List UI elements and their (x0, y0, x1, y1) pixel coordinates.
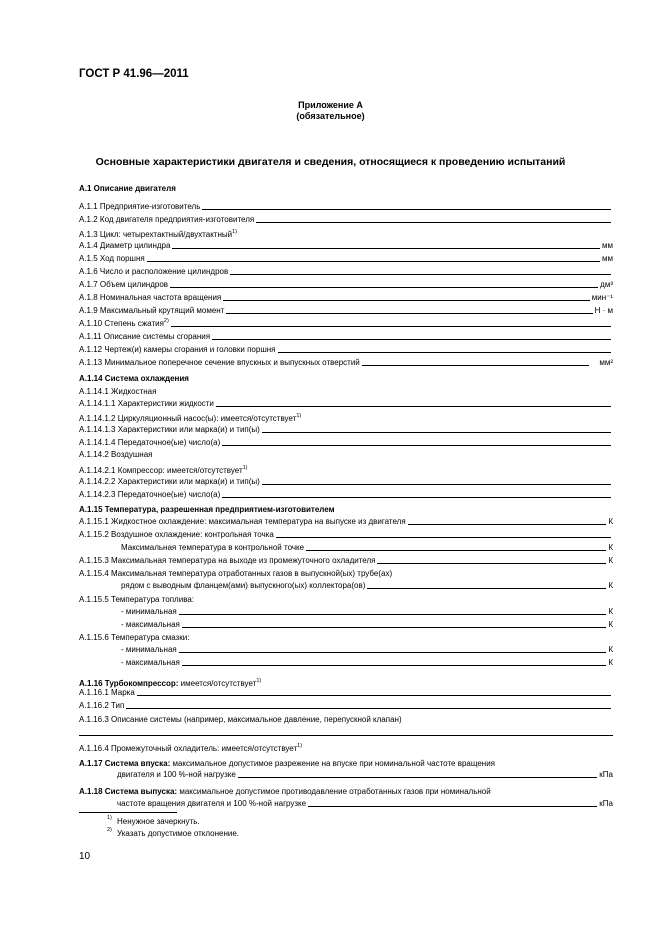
footnote-text: Указать допустимое отклонение. (117, 829, 240, 838)
fill-line[interactable] (222, 497, 611, 498)
unit-label: К (608, 556, 613, 565)
footnote-mark: 1) (107, 815, 112, 821)
fill-line[interactable] (79, 735, 613, 736)
fill-line[interactable] (137, 695, 611, 696)
unit-label: К (608, 581, 613, 590)
row-label: А.1.16.2 Тип (79, 701, 125, 710)
unit-label: кПа (599, 799, 613, 808)
appendix-status: (обязательное) (296, 111, 365, 121)
row-label: А.1.13 Минимальное поперечное сечение впускных и выпускных отверстий (79, 358, 360, 367)
form-row (117, 798, 613, 809)
fill-line[interactable] (238, 777, 597, 778)
row-label: А.1.14.2.3 Передаточное(ые) число(а) (79, 490, 221, 499)
row-label: А.1.5 Ход поршня (79, 254, 145, 263)
fill-line[interactable] (408, 524, 607, 525)
footnote-text: Ненужное зачеркнуть. (117, 817, 200, 826)
form-row (79, 344, 613, 355)
row-label: двигателя и 100 %-ной нагрузке (117, 770, 236, 779)
footnote-ref: 2) (163, 318, 169, 324)
form-row (79, 700, 613, 711)
form-row (79, 687, 613, 698)
form-row (79, 476, 613, 487)
row-label: - максимальная (121, 658, 180, 667)
footnote-ref: 1) (297, 743, 303, 749)
fill-line[interactable] (308, 806, 597, 807)
row-label: - минимальная (121, 645, 177, 654)
fill-line[interactable] (172, 248, 600, 249)
page-number: 10 (79, 851, 91, 862)
form-row (121, 580, 613, 591)
row-label: А.1.14.1.3 Характеристики или марка(и) и тип(ы) (79, 425, 260, 434)
fill-line[interactable] (226, 313, 592, 314)
fill-line[interactable] (222, 445, 611, 446)
row-label: частоте вращения двигателя и 100 %-ной нагрузке (117, 799, 307, 808)
row-label: А.1.16.3 Описание системы (например, максимальное давление, перепускной клапан) (79, 715, 402, 724)
fill-line[interactable] (276, 537, 611, 538)
unit-label: мм² (599, 358, 613, 367)
fill-line[interactable] (147, 261, 600, 262)
row-label: А.1.10 Степень сжатия$^{2)}$ (79, 318, 169, 328)
fill-line[interactable] (179, 614, 607, 615)
footnote-mark: 2) (107, 827, 112, 833)
row-label: А.1.2 Код двигателя предприятия-изготовителя (79, 215, 255, 224)
row-label: А.1.12 Чертеж(и) камеры сгорания и головки поршня (79, 345, 276, 354)
fill-line[interactable] (223, 300, 589, 301)
row-label: А.1.15.2 Воздушное охлаждение: контрольная точка (79, 530, 274, 539)
fill-line[interactable] (182, 627, 606, 628)
fill-line[interactable] (212, 339, 611, 340)
row-label: А.1.15.6 Температура смазки: (79, 633, 190, 642)
row-label: - минимальная (121, 607, 177, 616)
unit-label: кПа (599, 770, 613, 779)
row-label: А.1.15.3 Максимальная температура на выходе из промежуточного охладителя (79, 556, 376, 565)
unit-label: К (608, 620, 613, 629)
row-label: А.1.14.1.2 Циркуляционный насос(ы): имеется/отсутствует$^{1)}$ (79, 413, 302, 423)
form-row (79, 529, 613, 540)
unit-label: мм (602, 241, 613, 250)
fill-line[interactable] (262, 432, 611, 433)
fill-line[interactable] (216, 406, 611, 407)
fill-line[interactable] (362, 365, 590, 366)
fill-line[interactable] (170, 287, 598, 288)
row-label: А.1.14.1.4 Передаточное(ые) число(а) (79, 438, 221, 447)
footnote-ref: 1) (232, 229, 237, 235)
form-row (79, 318, 613, 329)
row-label: А.1.8 Номинальная частота вращения (79, 293, 222, 302)
form-row (79, 516, 613, 527)
row-label: А.1.14.2.2 Характеристики или марка(и) и тип(ы) (79, 477, 260, 486)
row-label: А.1.15.4 Максимальная температура отработанных газов в выпускной(ых) трубе(ах) (79, 569, 393, 578)
form-row (79, 214, 613, 225)
unit-label: К (608, 658, 613, 667)
form-row (79, 266, 613, 277)
form-row (79, 489, 613, 500)
footnote-ref: 1) (296, 413, 302, 419)
row-label: А.1.7 Объем цилиндров (79, 280, 169, 289)
row-label: А.1.14.1.1 Характеристики жидкости (79, 399, 214, 408)
row-label: А.1.9 Максимальный крутящий момент (79, 306, 225, 315)
unit-label: дм³ (600, 280, 613, 289)
form-row (121, 657, 613, 668)
form-row (79, 305, 613, 316)
appendix-title: Приложение А (298, 100, 363, 110)
form-row (79, 253, 613, 264)
unit-label: К (608, 543, 613, 552)
form-row (121, 644, 613, 655)
section-heading-a1: А.1 Описание двигателя (79, 184, 176, 193)
section-heading-a1114: А.1.14 Система охлаждения (79, 374, 189, 383)
form-row (79, 424, 613, 435)
form-row (79, 292, 613, 303)
fill-line[interactable] (126, 708, 611, 709)
form-row (121, 619, 613, 630)
form-row (79, 279, 613, 290)
row-label: А.1.16.4 Промежуточный охладитель: имеется/отсутствует$^{1)}$ (79, 743, 303, 753)
form-row (79, 555, 613, 566)
footnote-ref: 1) (256, 678, 262, 684)
unit-label: Н · м (594, 306, 613, 315)
form-row (79, 331, 613, 342)
unit-label: К (608, 607, 613, 616)
row-label: А.1.6 Число и расположение цилиндров (79, 267, 229, 276)
form-row (79, 357, 613, 368)
section-heading-a1116: А.1.16 Турбокомпрессор: имеется/отсутствует$^{1)}$ (79, 678, 262, 688)
form-row (79, 398, 613, 409)
row-label: А.1.15.1 Жидкостное охлаждение: максимальная температура на выпуске из двигателя (79, 517, 406, 526)
row-label: А.1.4 Диаметр цилиндра (79, 241, 171, 250)
unit-label: К (608, 517, 613, 526)
fill-line[interactable] (256, 222, 611, 223)
row-label: А.1.16.1 Марка (79, 688, 135, 697)
row-label: - максимальная (121, 620, 180, 629)
row-label: А.1.1 Предприятие-изготовитель (79, 202, 201, 211)
unit-label: мм (602, 254, 613, 263)
standard-header: ГОСТ Р 41.96—2011 (79, 68, 189, 80)
fill-line[interactable] (230, 274, 611, 275)
row-label: А.1.3 Цикл: четырехтактный/двухтактный$^{1)}$ (79, 229, 237, 239)
row-label: А.1.11 Описание системы сгорания (79, 332, 211, 341)
form-row (79, 240, 613, 251)
footnote-separator (79, 812, 177, 813)
unit-label: мин⁻¹ (591, 293, 613, 302)
fill-line[interactable] (306, 550, 606, 551)
fill-line[interactable] (182, 665, 606, 666)
form-row (121, 606, 613, 617)
row-label: А.1.14.1 Жидкостная (79, 387, 157, 396)
row-label: А.1.15.5 Температура топлива: (79, 595, 195, 604)
fill-line[interactable] (179, 652, 607, 653)
fill-line[interactable] (377, 563, 606, 564)
row-label: рядом с выводным фланцем(ами) выпускного(ых) коллектора(ов) (121, 581, 366, 590)
row-label: Максимальная температура в контрольной точке (121, 543, 305, 552)
form-row (79, 437, 613, 448)
section-heading-a1117: А.1.17 Система впуска: максимальное допустимое разрежение на впуске при номинальной частоте вращения (79, 759, 495, 768)
row-label: А.1.14.2 Воздушная (79, 450, 153, 459)
fill-line[interactable] (278, 352, 612, 353)
fill-line[interactable] (367, 588, 606, 589)
unit-label: К (608, 645, 613, 654)
fill-line[interactable] (171, 326, 611, 327)
document-title: Основные характеристики двигателя и сведения, относящиеся к проведению испытаний (95, 156, 566, 168)
fill-line[interactable] (202, 209, 611, 210)
section-heading-a1115: А.1.15 Температура, разрешенная предприятием-изготовителем (79, 505, 335, 514)
form-row (117, 769, 613, 780)
form-row (79, 201, 613, 212)
footnote-ref: 1) (242, 465, 248, 471)
row-label: А.1.14.2.1 Компрессор: имеется/отсутствует$^{1)}$ (79, 465, 248, 475)
form-row (121, 542, 613, 553)
section-heading-a1118: А.1.18 Система выпуска: максимальное допустимое противодавление отработанных газов при номинальной (79, 787, 491, 796)
fill-line[interactable] (262, 484, 611, 485)
